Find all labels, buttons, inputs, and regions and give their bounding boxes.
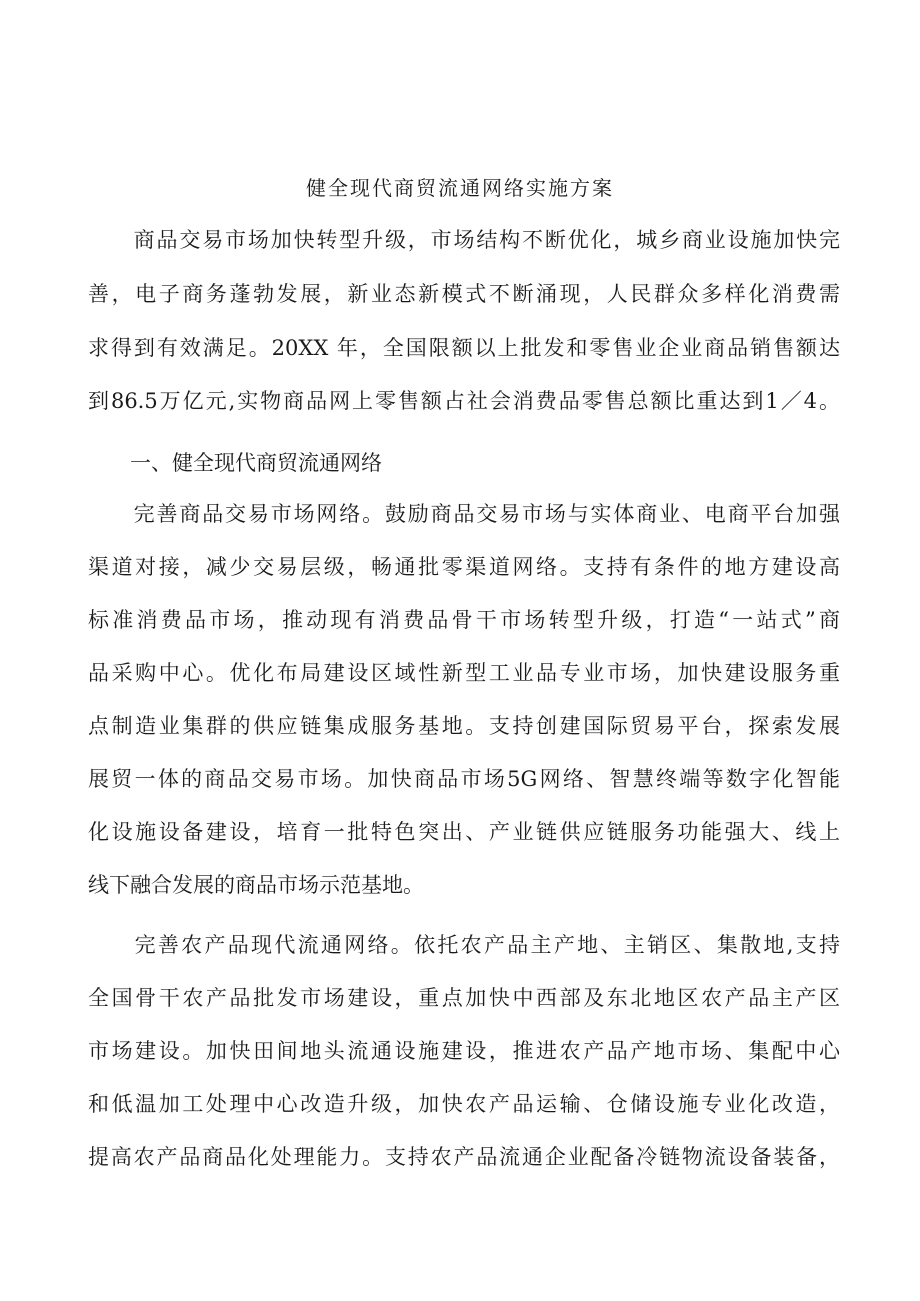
paragraph-line: 市场建设。加快田间地头流通设施建设，推进农产品产地市场、集配中心 (88, 1039, 840, 1063)
paragraph-line: 点制造业集群的供应链集成服务基地。支持创建国际贸易平台，探索发展 (88, 714, 840, 738)
paragraph-line: 标准消费品市场，推动现有消费品骨干市场转型升级，打造“一站式”商 (88, 608, 840, 632)
intro-line: 求得到有效满足。20XX 年，全国限额以上批发和零售业企业商品销售额达 (88, 336, 840, 360)
paragraph-line: 化设施设备建设，培育一批特色突出、产业链供应链服务功能强大、线上 (88, 820, 840, 844)
paragraph-line: 线下融合发展的商品市场示范基地。 (88, 873, 424, 897)
paragraph-line: 全国骨干农产品批发市场建设，重点加快中西部及东北地区农产品主产区 (88, 986, 840, 1010)
document-title: 健全现代商贸流通网络实施方案 (306, 176, 614, 200)
paragraph-line: 展贸一体的商品交易市场。加快商品市场5G网络、智慧终端等数字化智能 (88, 767, 840, 791)
intro-line: 到86.5万亿元,实物商品网上零售额占社会消费品零售总额比重达到1／4。 (88, 389, 840, 413)
paragraph-line: 提高农产品商品化处理能力。支持农产品流通企业配备冷链物流设备装备， (88, 1145, 840, 1169)
intro-line: 善，电子商务蓬勃发展，新业态新模式不断涌现，人民群众多样化消费需 (88, 282, 840, 306)
paragraph-line: 完善农产品现代流通网络。依托农产品主产地、主销区、集散地,支持 (88, 933, 840, 957)
paragraph-line: 和低温加工处理中心改造升级，加快农产品运输、仓储设施专业化改造， (88, 1092, 840, 1116)
paragraph-line: 品采购中心。优化布局建设区域性新型工业品专业市场，加快建设服务重 (88, 661, 840, 685)
paragraph-line: 完善商品交易市场网络。鼓励商品交易市场与实体商业、电商平台加强 (88, 502, 840, 526)
paragraph-line: 渠道对接，减少交易层级，畅通批零渠道网络。支持有条件的地方建设高 (88, 555, 840, 579)
section-heading: 一、健全现代商贸流通网络 (88, 451, 382, 475)
intro-line: 商品交易市场加快转型升级，市场结构不断优化，城乡商业设施加快完 (88, 228, 840, 252)
